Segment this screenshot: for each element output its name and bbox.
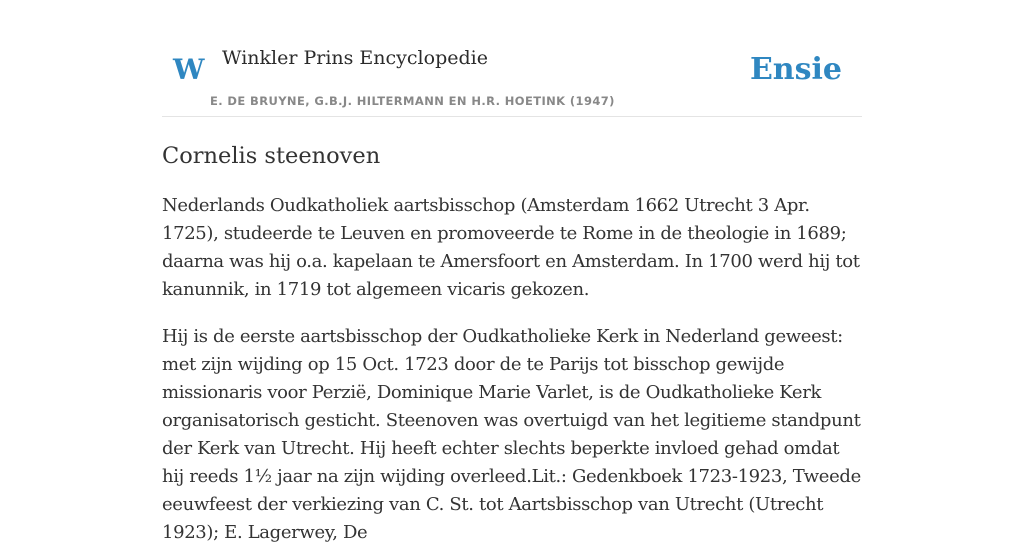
header: [162, 0, 862, 117]
article-paragraph: Hij is de eerste aartsbisschop der Oudkatholieke Kerk in Nederland geweest: met zijn wijding op 15 Oct. 1723 door de te Parijs tot bisschop gewijde missionaris voor Perzië, Dominique Marie Varlet, is de Oudkatholieke Kerk organisatorisch gesticht. Steenoven was overtuigd van het legitieme standpunt der Kerk van Utrecht. Hij heeft echter slechts beperkte invloed gehad omdat hij reeds 1½ jaar na zijn wijding overleed.Lit.: Gedenkboek 1723-1923, Tweede eeuwfeest der verkiezing van C. St. tot Aartsbisschop van Utrecht (Utrecht 1923); E. Lagerwey, De: [162, 326, 861, 543]
book-authors: E. DE BRUYNE, G.B.J. HILTERMANN EN H.R. HOETINK (1947): [210, 94, 615, 108]
article-paragraph: Nederlands Oudkatholiek aartsbisschop (Amsterdam 1662 Utrecht 3 Apr. 1725), studeerde te Leuven en promoveerde te Rome in de theologie in 1689; daarna was hij o.a. kapelaan te Amersfoort en Amsterdam. In 1700 werd hij tot kanunnik, in 1719 tot algemeen vicaris gekozen.: [162, 195, 860, 300]
book-title[interactable]: Winkler Prins Encyclopedie: [222, 47, 488, 69]
book-logo-icon[interactable]: W: [173, 53, 205, 86]
brand-logo-link[interactable]: Ensie: [749, 52, 842, 87]
content-column: [162, 0, 862, 547]
entry-title: Cornelis steenoven: [162, 143, 381, 169]
